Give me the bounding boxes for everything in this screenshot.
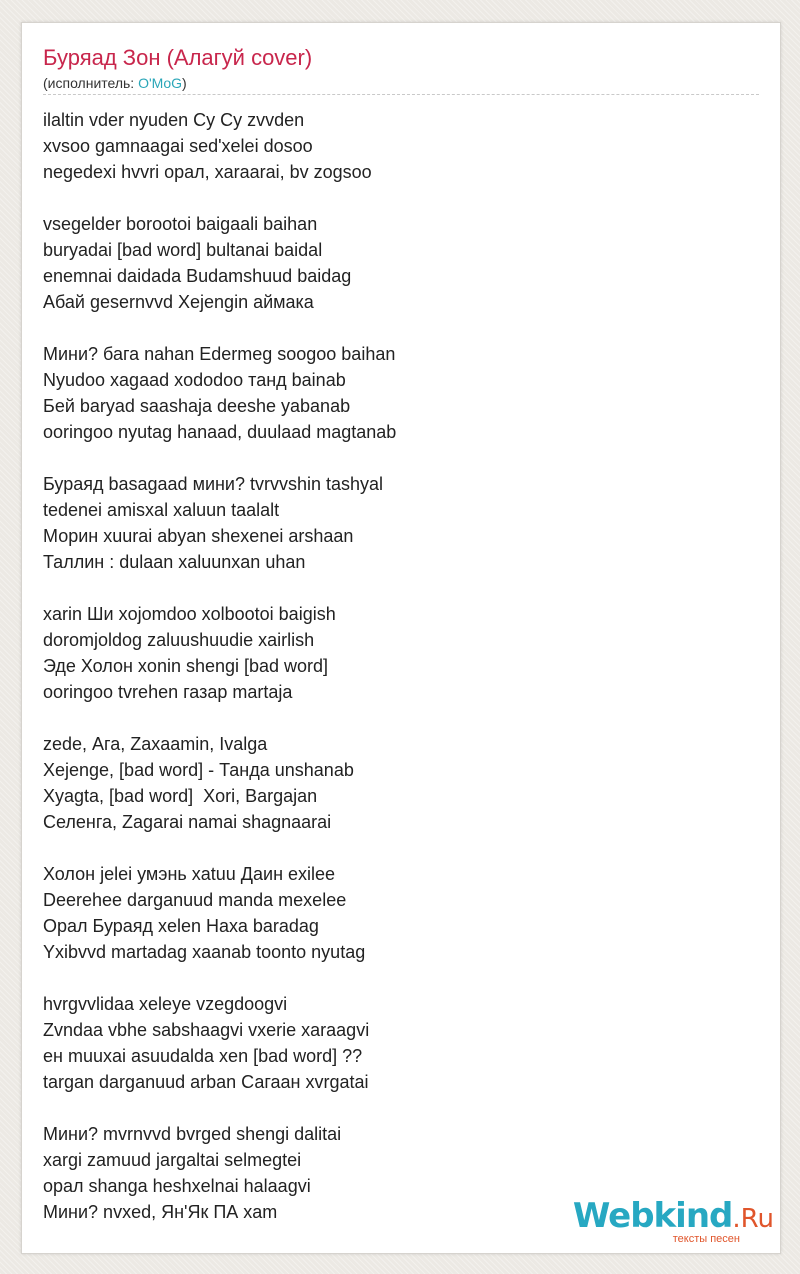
lyrics-stanza bbox=[43, 861, 759, 965]
lyrics-line: doromjoldog zaluushuudie xairlish bbox=[43, 630, 315, 650]
lyrics-line: hvrgvvlidaa xeleye vzegdoogvi bbox=[43, 994, 288, 1014]
lyrics-line: negedexi hvvri орал, xaraarai, bv zogsoo bbox=[43, 162, 372, 182]
lyrics-stanza bbox=[43, 991, 759, 1095]
lyrics-line: Мини? mvrnvvd bvrged shengi dalitai bbox=[43, 1124, 342, 1144]
lyrics-stanza bbox=[43, 211, 759, 315]
logo-tagline: тексты песен bbox=[672, 1233, 740, 1245]
lyrics-line: ilaltin vder nyuden Су Су zvvden bbox=[43, 110, 305, 130]
lyrics-line: targan darganuud arban Сагаан xvrgatai bbox=[43, 1072, 369, 1092]
site-logo[interactable] bbox=[573, 1198, 774, 1245]
lyrics-stanza bbox=[43, 471, 759, 575]
logo-main-text: Webkind bbox=[572, 1196, 733, 1236]
lyrics-line: ooringoo nyutag hanaad, duulaad magtanab bbox=[43, 422, 397, 442]
lyrics-line: Абай gesernvvd Xejengin аймака bbox=[43, 292, 314, 312]
artist-link[interactable]: O'MoG bbox=[138, 75, 182, 91]
lyrics-line: Эде Холон xonin shengi [bad word] bbox=[43, 656, 329, 676]
lyrics-line: Бей baryad saashaja deeshe yabanab bbox=[43, 396, 351, 416]
lyrics-line: Холон jelei умэнь xatuu Даин exilee bbox=[43, 864, 336, 884]
header-divider bbox=[43, 94, 759, 95]
lyrics-line: Мини? бага nahan Edermeg soogoo baihan bbox=[43, 344, 396, 364]
artist-line bbox=[43, 74, 187, 92]
lyrics-line: Zvndaa vbhe sabshaagvi vxerie xaraagvi bbox=[43, 1020, 370, 1040]
artist-suffix: ) bbox=[182, 75, 187, 91]
logo-tld: .Ru bbox=[732, 1204, 774, 1234]
lyrics-text bbox=[43, 107, 759, 1251]
lyrics-card bbox=[21, 22, 781, 1254]
lyrics-stanza bbox=[43, 731, 759, 835]
song-title: Буряад Зон (Алагуй cover) bbox=[43, 45, 313, 70]
lyrics-line: орал shanga heshxelnai halaagvi bbox=[43, 1176, 311, 1196]
lyrics-line: xvsoo gamnaagai sed'xelei dosoo bbox=[43, 136, 313, 156]
lyrics-line: Морин xuurai abyan shexenei arshaan bbox=[43, 526, 354, 546]
lyrics-line: Мини? nvxed, Ян'Як ПА xam bbox=[43, 1202, 278, 1222]
lyrics-line: Deerehee darganuud manda mexelee bbox=[43, 890, 347, 910]
logo-wordmark bbox=[573, 1198, 774, 1237]
lyrics-line: vsegelder borootoi baigaali baihan bbox=[43, 214, 318, 234]
lyrics-line: enemnai daidada Budamshuud baidag bbox=[43, 266, 352, 286]
lyrics-line: Бураяд basagaad мини? tvrvvshin tashyal bbox=[43, 474, 384, 494]
lyrics-stanza bbox=[43, 341, 759, 445]
lyrics-line: Yxibvvd martadag xaanab toonto nyutag bbox=[43, 942, 366, 962]
lyrics-line: Xyagta, [bad word] Xori, Bargajan bbox=[43, 786, 318, 806]
lyrics-stanza bbox=[43, 601, 759, 705]
lyrics-line: Таллин : dulaan xaluunxan uhan bbox=[43, 552, 306, 572]
lyrics-line: ooringoo tvrehen газар martaja bbox=[43, 682, 293, 702]
lyrics-line: Селенга, Zagarai namai shagnaarai bbox=[43, 812, 332, 832]
lyrics-line: Nyudoo xagaad xododoo танд bainab bbox=[43, 370, 346, 390]
lyrics-line: Орал Бураяд xelen Наха baradag bbox=[43, 916, 319, 936]
lyrics-line: zede, Ага, Zaxaamin, Ivalga bbox=[43, 734, 268, 754]
lyrics-line: ен muuxai asuudalda xen [bad word] ?? bbox=[43, 1046, 363, 1066]
lyrics-line: buryadai [bad word] bultanai baidal bbox=[43, 240, 323, 260]
lyrics-stanza bbox=[43, 107, 759, 185]
artist-prefix: (исполнитель: bbox=[43, 75, 139, 91]
lyrics-line: Xejenge, [bad word] - Танда unshanab bbox=[43, 760, 354, 780]
lyrics-line: tedenei amisxal xaluun taalalt bbox=[43, 500, 280, 520]
lyrics-line: xargi zamuud jargaltai selmegtei bbox=[43, 1150, 302, 1170]
lyrics-line: xarin Ши xojomdoo xolbootoi baigish bbox=[43, 604, 336, 624]
